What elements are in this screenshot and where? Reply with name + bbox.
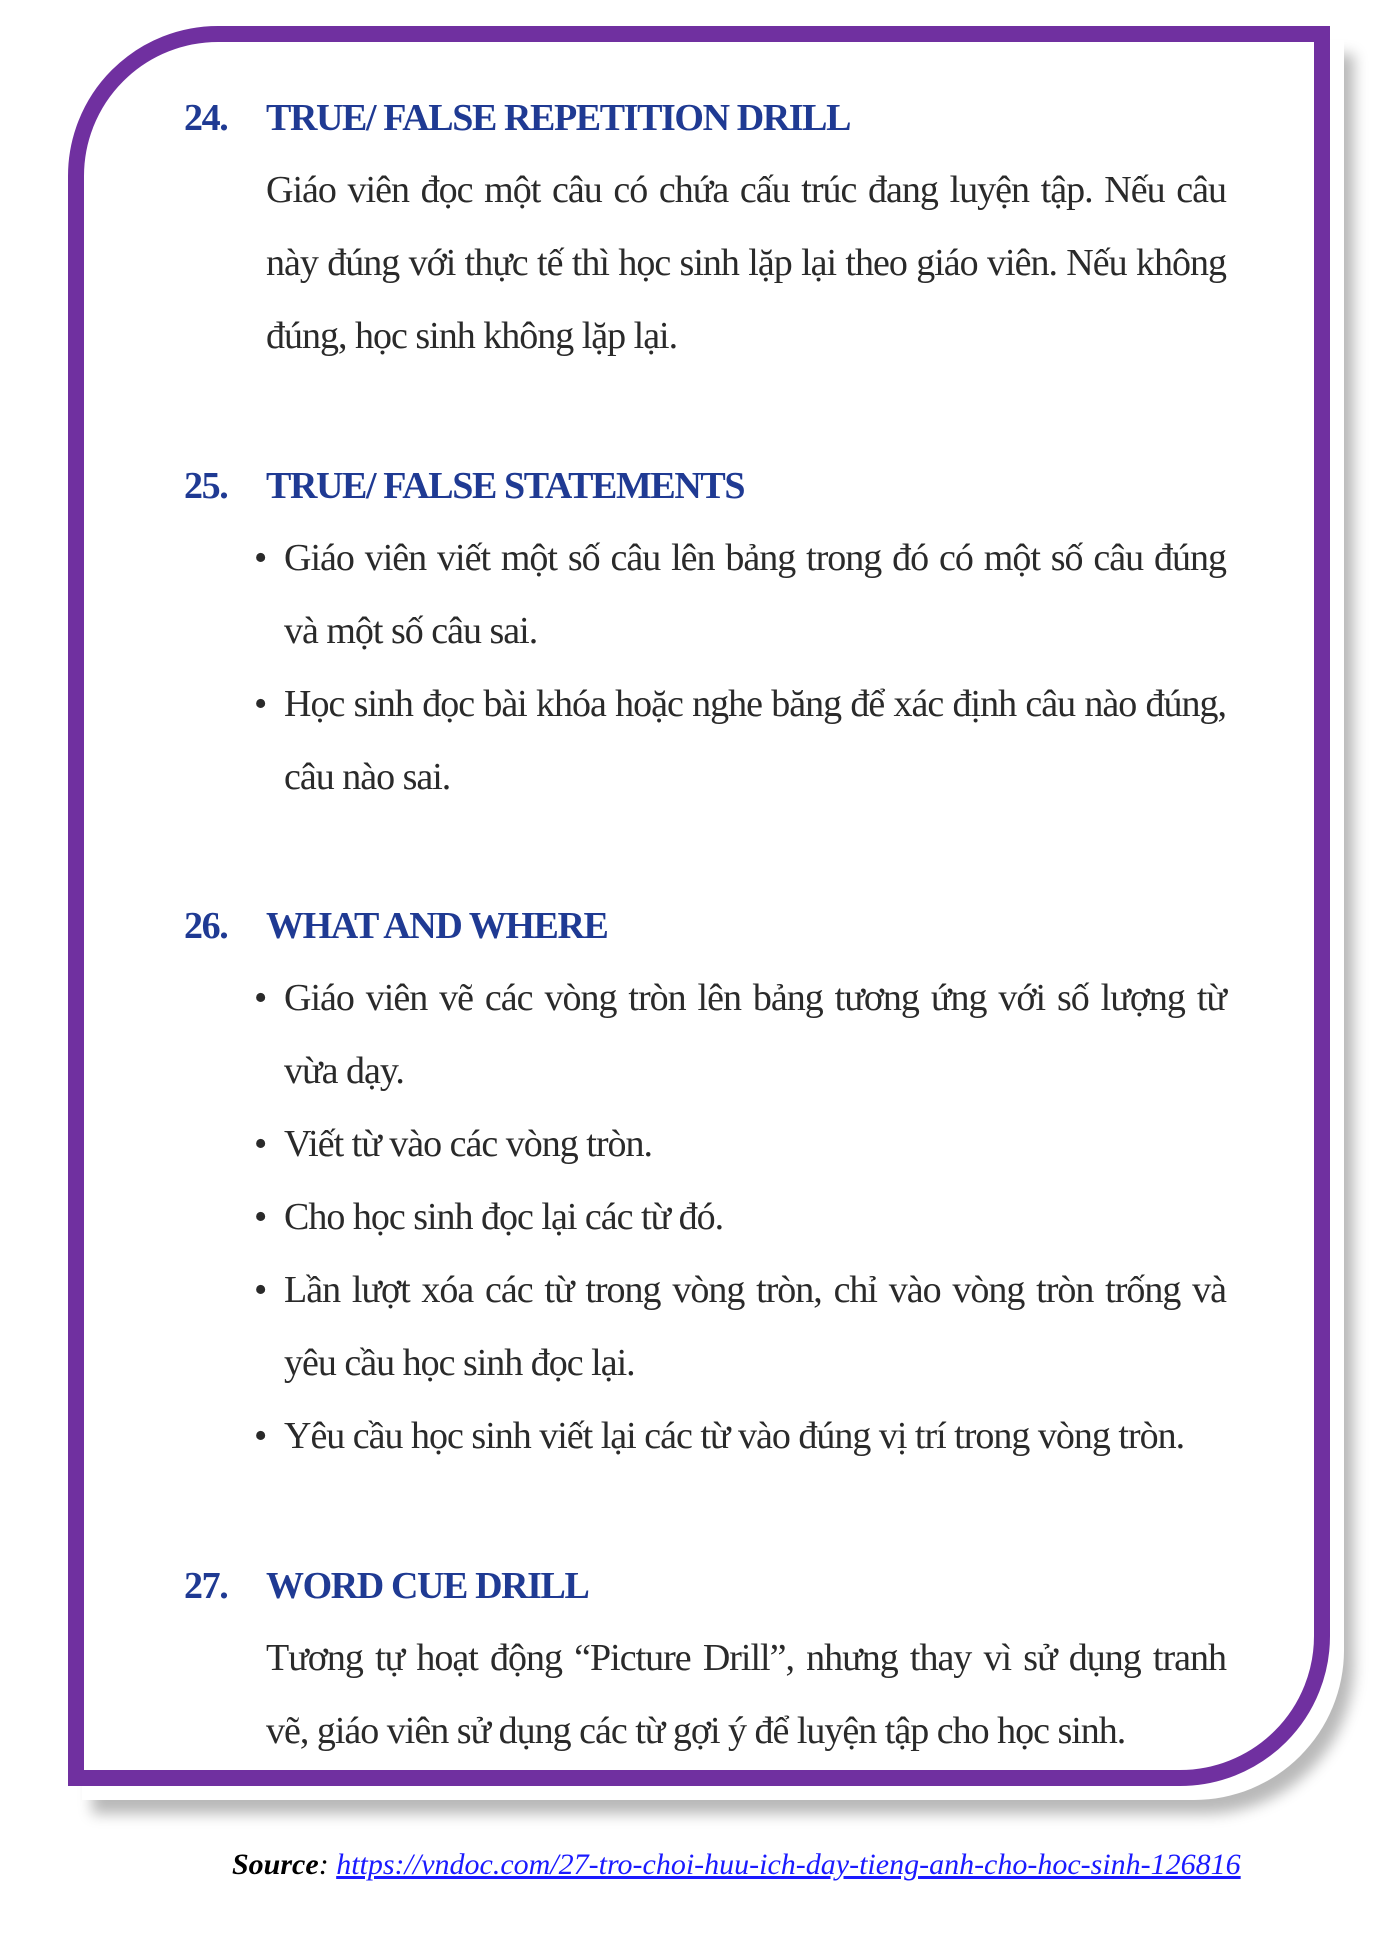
section-number: 24. [184, 97, 228, 139]
list-item [254, 1181, 1226, 1254]
source-citation [232, 1848, 1241, 1882]
list-item-text: Cho học sinh đọc lại các từ đó. [284, 1196, 724, 1238]
source-link[interactable]: https://vndoc.com/27-tro-choi-huu-ich-day-tieng-anh-cho-hoc-sinh-126816 [336, 1848, 1241, 1881]
bullet-icon: • [254, 1196, 267, 1238]
bullet-list [184, 522, 1294, 814]
bullet-icon: • [254, 683, 267, 725]
section-heading [184, 1558, 1294, 1614]
content-card [68, 26, 1330, 1786]
list-item [254, 668, 1226, 814]
list-item [254, 1108, 1226, 1181]
section-title: TRUE/ FALSE STATEMENTS [266, 465, 745, 507]
section-number: 26. [184, 905, 228, 947]
section-paragraph: Tương tự hoạt động “Picture Drill”, nhưng thay vì sử dụng tranh vẽ, giáo viên sử dụng các từ gợi ý để luyện tập cho học sinh. [266, 1637, 1226, 1752]
list-item-text: Viết từ vào các vòng tròn. [284, 1123, 652, 1165]
section-heading [184, 90, 1294, 146]
section-number: 27. [184, 1565, 228, 1607]
card-content [184, 90, 1294, 1768]
list-item [254, 962, 1226, 1108]
list-item [254, 522, 1226, 668]
list-item-text: Giáo viên vẽ các vòng tròn lên bảng tương ứng với số lượng từ vừa dạy. [284, 977, 1226, 1092]
section-heading [184, 458, 1294, 514]
list-item [254, 1400, 1226, 1473]
list-item-text: Yêu cầu học sinh viết lại các từ vào đúng vị trí trong vòng tròn. [284, 1415, 1185, 1457]
list-item-text: Lần lượt xóa các từ trong vòng tròn, chỉ vào vòng tròn trống và yêu cầu học sinh đọc lại. [284, 1269, 1226, 1384]
bullet-icon: • [254, 537, 267, 579]
bullet-icon: • [254, 977, 267, 1019]
section-title: WORD CUE DRILL [266, 1565, 589, 1607]
list-item-text: Giáo viên viết một số câu lên bảng trong đó có một số câu đúng và một số câu sai. [284, 537, 1226, 652]
list-item-text: Học sinh đọc bài khóa hoặc nghe băng để xác định câu nào đúng, câu nào sai. [284, 683, 1226, 798]
section-title: WHAT AND WHERE [266, 905, 608, 947]
section-heading [184, 898, 1294, 954]
list-item [254, 1254, 1226, 1400]
bullet-icon: • [254, 1123, 267, 1165]
bullet-icon: • [254, 1415, 267, 1457]
source-separator: : [318, 1848, 337, 1881]
section-25 [184, 458, 1294, 898]
bullet-list [184, 962, 1294, 1473]
section-number: 25. [184, 465, 228, 507]
bullet-icon: • [254, 1269, 267, 1311]
section-paragraph: Giáo viên đọc một câu có chứa cấu trúc đang luyện tập. Nếu câu này đúng với thực tế thì học sinh lặp lại theo giáo viên. Nếu không đúng, học sinh không lặp lại. [266, 169, 1226, 357]
section-27 [184, 1558, 1294, 1768]
section-26 [184, 898, 1294, 1558]
source-label: Source [232, 1848, 319, 1881]
section-24 [184, 90, 1294, 458]
section-title: TRUE/ FALSE REPETITION DRILL [266, 97, 851, 139]
